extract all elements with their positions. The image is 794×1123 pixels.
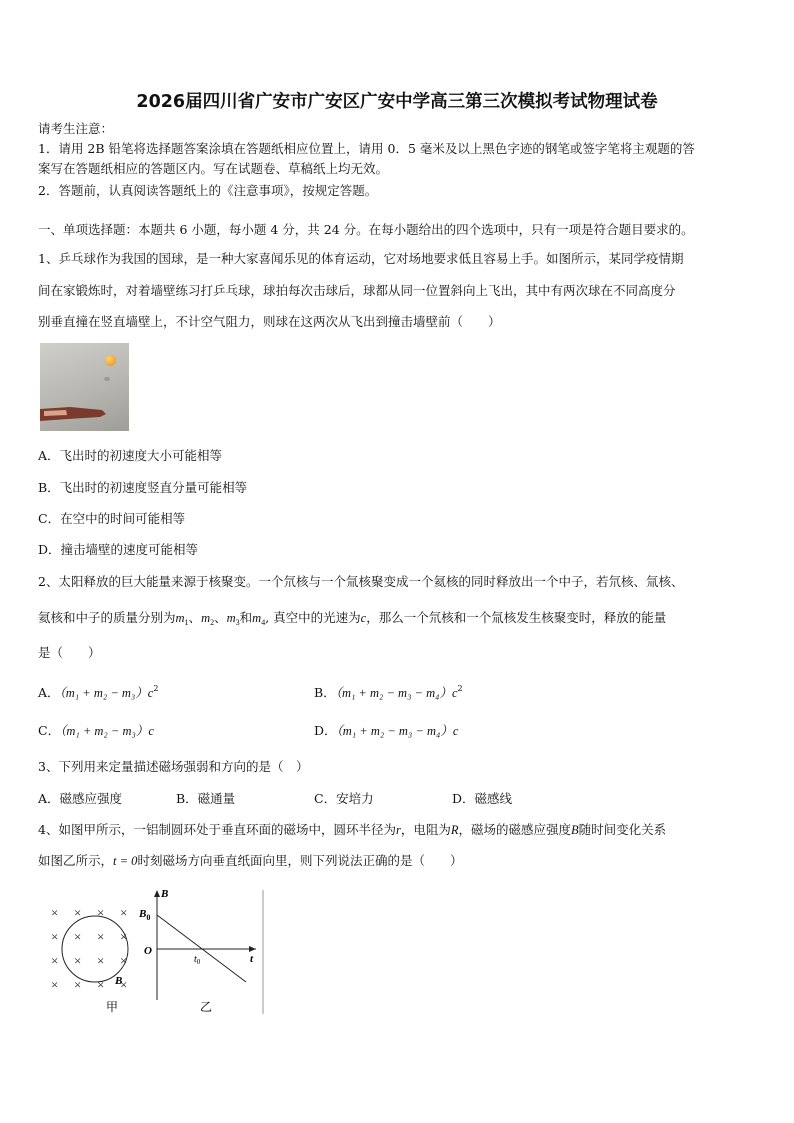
q2-option-c: C．（m₁ + m₂ − m₃）c <box>38 723 154 738</box>
ping-pong-photo <box>40 343 129 431</box>
svg-text:×: × <box>97 905 105 920</box>
q1-option-d: D．撞击墙壁的速度可能相等 <box>38 542 199 557</box>
origin-label: O <box>144 945 152 957</box>
svg-text:×: × <box>51 905 59 920</box>
q2-stem-line3: 是（ ） <box>38 645 101 660</box>
b-t-graph <box>138 888 263 1014</box>
mass-m4: $m_4$ <box>252 611 266 627</box>
q2-stem-line2 <box>38 609 758 632</box>
svg-text:×: × <box>51 953 59 968</box>
q1-option-c: C．在空中的时间可能相等 <box>38 511 186 526</box>
q1-option-a: A．飞出时的初速度大小可能相等 <box>38 448 223 463</box>
aluminum-ring <box>62 916 128 982</box>
separator: 、 <box>188 610 202 625</box>
ball-shadow <box>104 377 110 381</box>
q3-option-d: D．磁感线 <box>452 791 513 806</box>
q1-stem-line2: 间在家锻炼时，对着墙壁练习打乒乓球，球拍每次击球后，球都从同一位置斜向上飞出，其中有两次球在不同高度分 <box>38 283 676 298</box>
svg-text:×: × <box>74 929 82 944</box>
time-zero: t = 0 <box>113 854 138 868</box>
q4-figure <box>40 882 280 1020</box>
separator: 、 <box>214 610 227 625</box>
q2-stem-text-a: 氦核和中子的质量分别为 <box>38 610 176 625</box>
mass-m3: $m_3$ <box>226 611 240 627</box>
b0-label: $B_0$ <box>139 908 151 922</box>
svg-text:×: × <box>120 953 128 968</box>
svg-text:×: × <box>120 977 128 992</box>
t-axis-label: t <box>250 953 254 965</box>
notice-item1-a: 1．请用 2B 铅笔将选择题答案涂填在答题纸相应位置上，请用 0．5 毫米及以上黑色字迹的钢笔或签字笔将主观题的答 <box>38 141 695 156</box>
section-heading: 一、单项选择题：本题共 6 小题，每小题 4 分，共 24 分。在每小题给出的四个选项中，只有一项是符合题目要求的。 <box>38 222 694 237</box>
figure-label-jia: 甲 <box>106 1000 119 1014</box>
q3-option-a: A．磁感应强度 <box>38 791 123 806</box>
q3-option-c: C．安培力 <box>314 791 374 806</box>
light-speed-c: c <box>360 611 367 625</box>
field-B: B <box>571 823 579 837</box>
q2-stem-line1: 2、太阳释放的巨大能量来源于核聚变。一个氘核与一个氚核聚变成一个氦核的同时释放出一个中子，若氘核、氚核、 <box>38 574 684 589</box>
svg-text:×: × <box>74 977 82 992</box>
q2-option-d: D．（m₁ + m₂ − m₃ − m₄）c <box>314 723 459 738</box>
t-axis-arrow <box>249 946 256 952</box>
b-axis-label: B <box>161 888 169 900</box>
notice-item2: 2．答题前，认真阅读答题纸上的《注意事项》，按规定答题。 <box>38 183 378 198</box>
svg-text:×: × <box>97 953 105 968</box>
mass-m2: $m_2$ <box>201 611 215 627</box>
b-axis-arrow <box>154 890 160 897</box>
svg-text:×: × <box>120 905 128 920</box>
ring-field-label: B <box>115 975 123 987</box>
q2-option-b: B．$(m_1 + m_2 - m_3 - m_4)c^2$ <box>314 684 463 700</box>
q2-stem-text-c: ，那么一个氘核和一个氚核发生核聚变时，释放的能量 <box>366 610 667 625</box>
mass-m1: $m_1$ <box>175 611 189 627</box>
svg-text:×: × <box>120 929 128 944</box>
and-word: 和 <box>239 610 253 625</box>
resistance-R: R <box>450 823 459 837</box>
svg-text:×: × <box>97 977 105 992</box>
q4-stem-line1: 4、如图甲所示，一铝制圆环处于垂直环面的磁场中，圆环半径为r，电阻为R，磁场的磁感应强度B随时间变化关系 <box>38 822 667 837</box>
svg-text:×: × <box>74 905 82 920</box>
q4-stem-line2: 如图乙所示，t = 0时刻磁场方向垂直纸面向里，则下列说法正确的是（ ） <box>38 853 463 868</box>
hand-with-paddle <box>40 403 110 425</box>
radius-r: r <box>395 823 401 837</box>
svg-text:×: × <box>51 929 59 944</box>
svg-text:×: × <box>74 953 82 968</box>
svg-text:×: × <box>97 929 105 944</box>
q2-stem-text-b: , 真空中的光速为 <box>265 610 361 625</box>
q3-option-b: B．磁通量 <box>176 791 236 806</box>
notice-heading: 请考生注意： <box>38 121 114 136</box>
q1-stem-line1: 1、乒乓球作为我国的国球，是一种大家喜闻乐见的体育运动，它对场地要求低且容易上手。如图所示，某同学疫情期 <box>38 251 684 266</box>
t0-label: $t_0$ <box>194 954 201 966</box>
ping-pong-ball <box>105 355 116 366</box>
q1-option-b: B．飞出时的初速度竖直分量可能相等 <box>38 480 248 495</box>
page-title: 2026届四川省广安市广安区广安中学高三第三次模拟考试物理试卷 <box>136 92 658 112</box>
svg-text:×: × <box>51 977 59 992</box>
q1-stem-line3: 别垂直撞在竖直墙壁上，不计空气阻力，则球在这两次从飞出到撞击墙壁前（ ） <box>38 314 501 329</box>
notice-item1-b: 案写在答题纸相应的答题区内。写在试题卷、草稿纸上均无效。 <box>38 161 389 176</box>
q2-option-a: A．$(m_1 + m_2 - m_3)c^2$ <box>38 684 159 700</box>
q3-stem: 3、下列用来定量描述磁场强弱和方向的是（ ） <box>38 759 309 774</box>
figure-label-yi: 乙 <box>200 1000 213 1014</box>
